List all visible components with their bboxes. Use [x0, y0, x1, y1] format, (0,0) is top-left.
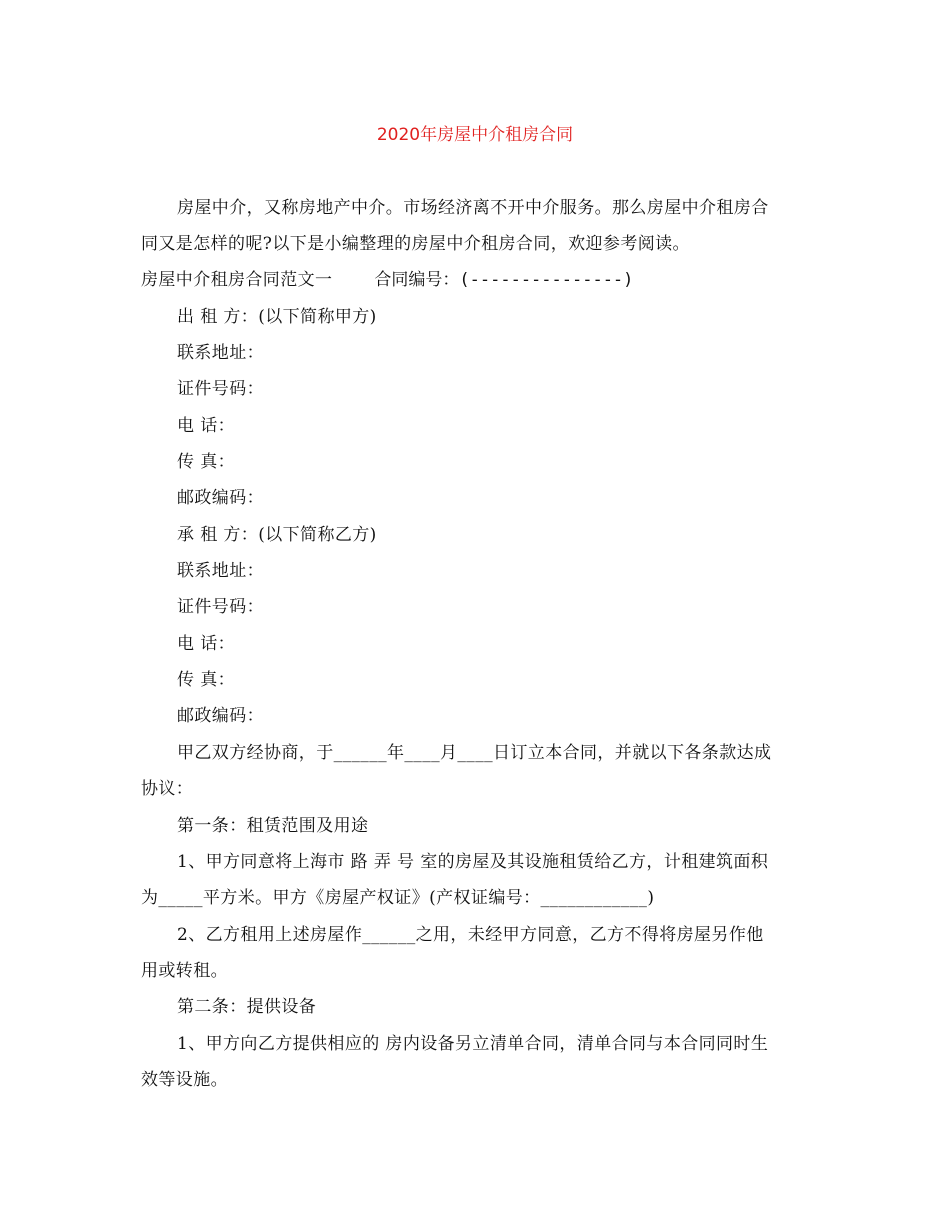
document-title: 2020年房屋中介租房合同 [376, 125, 574, 145]
lessee-id-label: 证件号码： [177, 597, 264, 617]
article-1-heading: 第一条：租赁范围及用途 [177, 816, 369, 836]
lessor-postcode-label: 邮政编码： [177, 488, 264, 508]
lessee-phone-label: 电 话： [177, 634, 236, 654]
lessee-postcode-label: 邮政编码： [177, 706, 264, 726]
article-1-item-1-line-2: 为_____平方米。甲方《房屋产权证》(产权证编号：____________) [141, 888, 655, 908]
agreement-line-2: 协议： [141, 779, 194, 799]
lessor-heading: 出 租 方：(以下简称甲方) [177, 307, 377, 327]
lessor-id-label: 证件号码： [177, 379, 264, 399]
lessee-address-label: 联系地址： [177, 561, 264, 581]
lessee-fax-label: 传 真： [177, 670, 236, 690]
article-1-item-1-line-1: 1、甲方同意将上海市 路 弄 号 室的房屋及其设施租赁给乙方，计租建筑面积 [177, 852, 769, 872]
intro-line-2: 同又是怎样的呢?以下是小编整理的房屋中介租房合同，欢迎参考阅读。 [141, 234, 690, 254]
article-2-heading: 第二条：提供设备 [177, 997, 317, 1017]
article-2-item-1-line-2: 效等设施。 [141, 1070, 228, 1090]
article-1-item-2-line-1: 2、乙方租用上述房屋作______之用，未经甲方同意，乙方不得将房屋另作他 [177, 925, 764, 945]
sample-heading [141, 269, 633, 291]
contract-number: 合同编号：(---------------) [374, 270, 634, 290]
lessor-phone-label: 电 话： [177, 416, 236, 436]
article-1-item-2-line-2: 用或转租。 [141, 961, 228, 981]
lessor-address-label: 联系地址： [177, 343, 264, 363]
lessor-fax-label: 传 真： [177, 452, 236, 472]
article-2-item-1-line-1: 1、甲方向乙方提供相应的 房内设备另立清单合同，清单合同与本合同同时生 [177, 1034, 769, 1054]
lessee-heading: 承 租 方：(以下简称乙方) [177, 525, 377, 545]
agreement-line-1: 甲乙双方经协商，于______年____月____日订立本合同，并就以下各条款达成 [177, 743, 772, 763]
sample-heading-label: 房屋中介租房合同范文一 [141, 270, 333, 290]
intro-line-1: 房屋中介，又称房地产中介。市场经济离不开中介服务。那么房屋中介租房合 [177, 198, 769, 218]
